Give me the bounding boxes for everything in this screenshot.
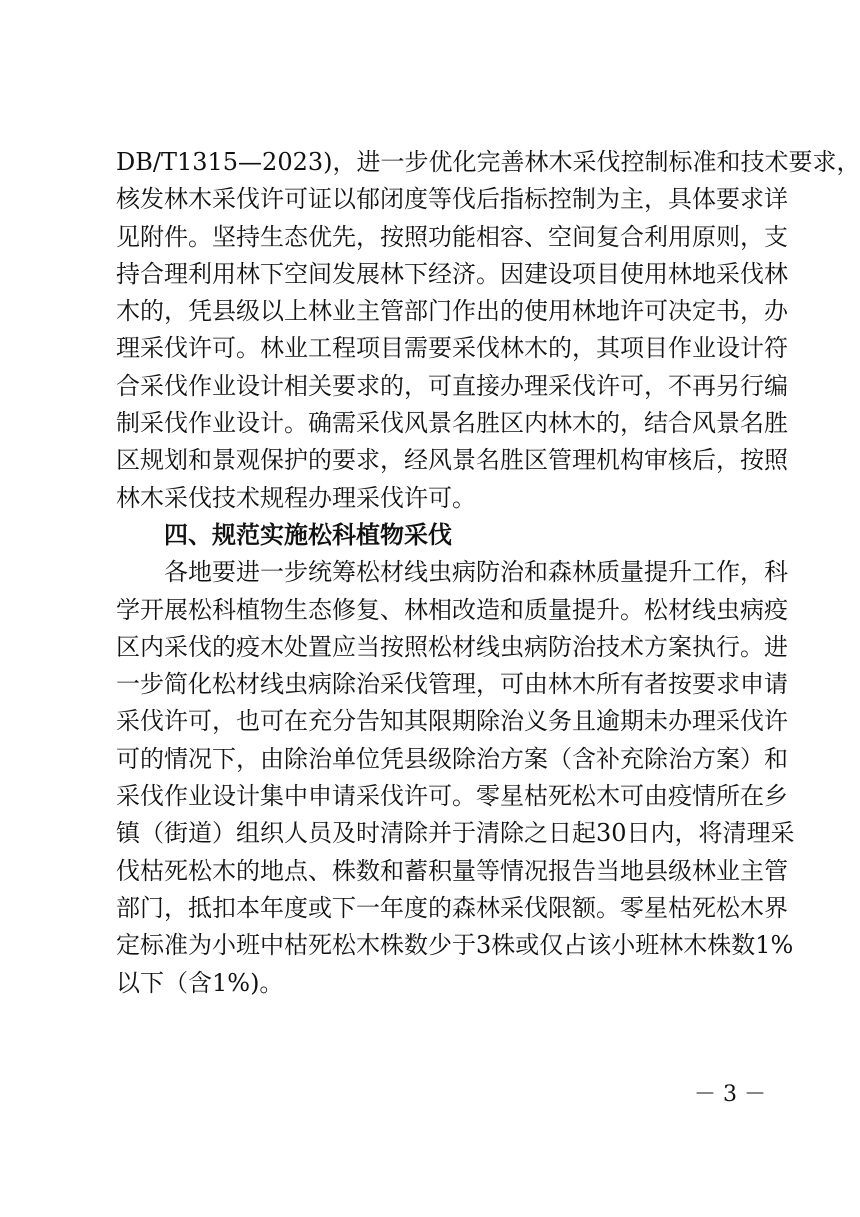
text-line: 林木采伐技术规程办理采伐许可。 bbox=[116, 483, 476, 512]
text-line: 见附件。坚持生态优先，按照功能相容、空间复合利用原则，支 bbox=[116, 222, 788, 251]
text-line: 制采伐作业设计。确需采伐风景名胜区内林木的，结合风景名胜 bbox=[116, 409, 788, 438]
text-line: 部门，抵扣本年度或下一年度的森林采伐限额。零星枯死松木界 bbox=[116, 893, 788, 922]
text-line: 采伐许可，也可在充分告知其限期除治义务且逾期未办理采伐许 bbox=[116, 707, 788, 736]
text-line: 以下（含1%)。 bbox=[116, 968, 284, 997]
text-line: 镇（街道）组织人员及时清除并于清除之日起30日内，将清理采 bbox=[116, 819, 795, 848]
text-line: 学开展松科植物生态修复、林相改造和质量提升。松材线虫病疫 bbox=[116, 595, 788, 624]
text-line: 定标准为小班中枯死松木株数少于3株或仅占该小班林木株数1% bbox=[116, 931, 794, 960]
body-text bbox=[116, 144, 860, 1002]
text-line: 各地要进一步统筹松材线虫病防治和森林质量提升工作，科 bbox=[164, 558, 788, 587]
text-line: 理采伐许可。林业工程项目需要采伐林木的，其项目作业设计符 bbox=[116, 334, 788, 363]
page-number: － 3 － bbox=[694, 1082, 766, 1107]
text-line: 伐枯死松木的地点、株数和蓄积量等情况报告当地县级林业主管 bbox=[116, 856, 788, 885]
section-heading: 四、规范实施松科植物采伐 bbox=[164, 520, 452, 549]
text-line: 持合理利用林下空间发展林下经济。因建设项目使用林地采伐林 bbox=[116, 259, 788, 288]
section-paragraph bbox=[116, 554, 795, 1002]
text-line: 区内采伐的疫木处置应当按照松材线虫病防治技术方案执行。进 bbox=[116, 632, 788, 661]
text-line: 可的情况下，由除治单位凭县级除治方案（含补充除治方案）和 bbox=[116, 744, 788, 773]
text-line: 一步简化松材线虫病除治采伐管理，可由林木所有者按要求申请 bbox=[116, 670, 788, 699]
paragraph-continuation bbox=[116, 144, 860, 517]
text-line: DB/T1315—2023)，进一步优化完善林木采伐控制标准和技术要求， bbox=[116, 148, 860, 176]
text-line: 合采伐作业设计相关要求的，可直接办理采伐许可，不再另行编 bbox=[116, 371, 788, 400]
text-line: 核发林木采伐许可证以郁闭度等伐后指标控制为主，具体要求详 bbox=[116, 185, 788, 214]
text-line: 区规划和景观保护的要求，经风景名胜区管理机构审核后，按照 bbox=[116, 446, 788, 475]
text-line: 木的，凭县级以上林业主管部门作出的使用林地许可决定书，办 bbox=[116, 297, 788, 326]
text-line: 采伐作业设计集中申请采伐许可。零星枯死松木可由疫情所在乡 bbox=[116, 782, 788, 811]
